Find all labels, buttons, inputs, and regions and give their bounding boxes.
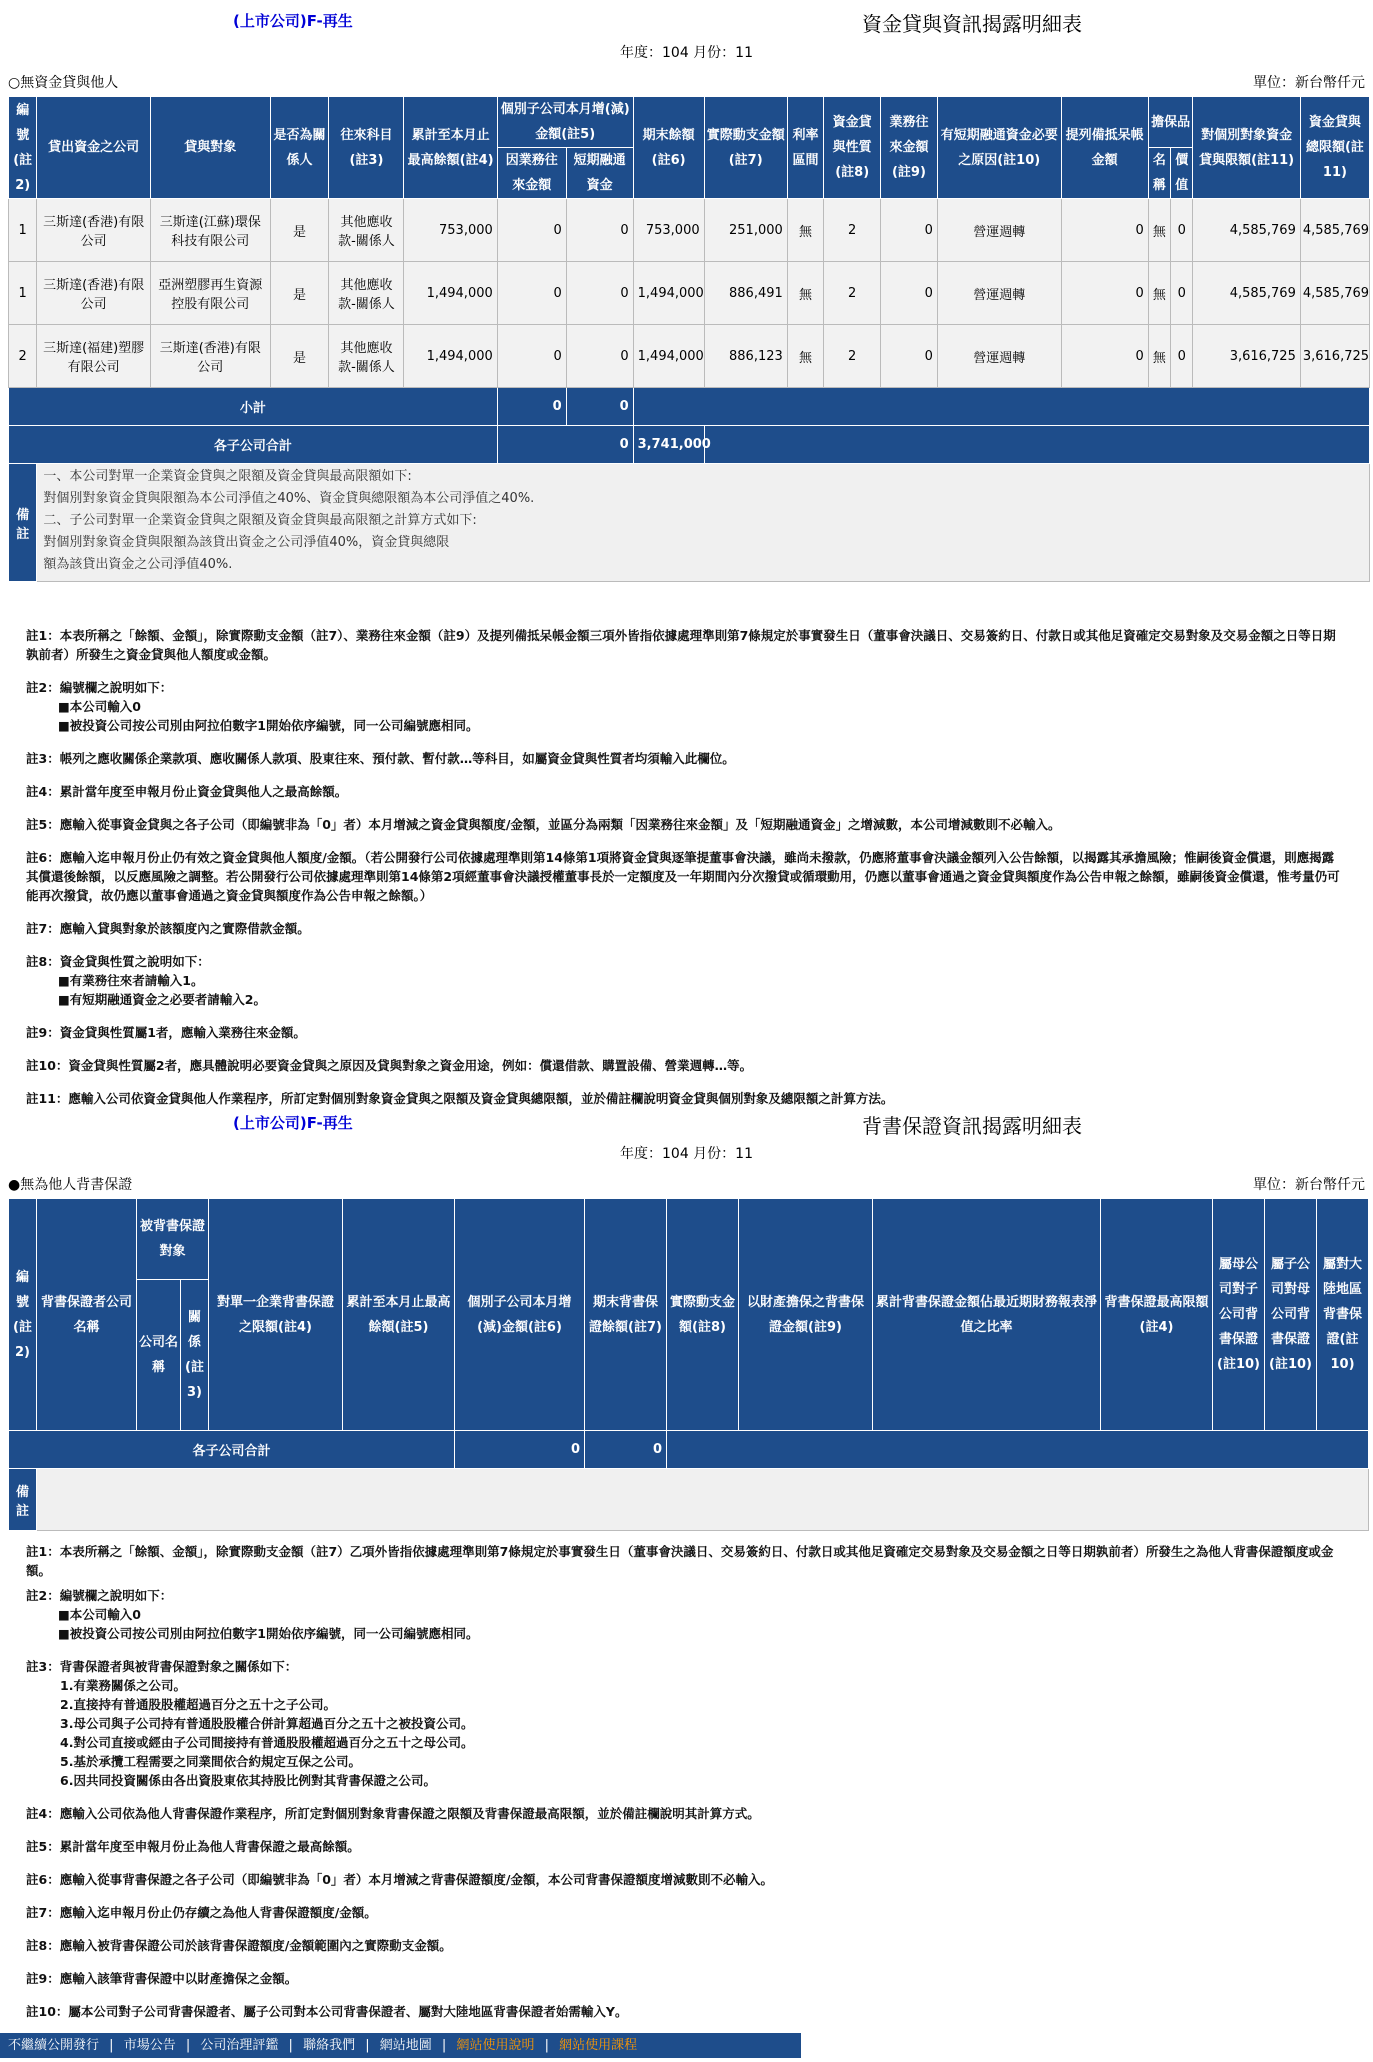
remark-row [9,464,1370,582]
footer-separator: | [109,2038,114,2053]
cell-rate: 無 [787,199,824,262]
gth-sub-change: 個別子公司本月增(減)金額(註6) [455,1199,585,1431]
note: 註10：資金貸與性質屬2者，應具體說明必要資金貸與之原因及貸與對象之資金用途，例如：償還借款、購置設備、營業週轉…等。 [26,1058,753,1073]
cell-end: 1,494,000 [633,325,704,388]
cell-actual: 251,000 [704,199,787,262]
note-item: ■被投資公司按公司別由阿拉伯數字1開始依序編號，同一公司編號應相同。 [58,718,479,733]
note-item: ■本公司輸入0 [58,699,142,714]
status-text-2: ●無為他人背書保證 [8,1177,133,1193]
note: 註8：資金貸與性質之說明如下： [26,954,210,969]
g-total-label: 各子公司合計 [9,1431,455,1469]
th-related: 是否為關係人 [270,97,329,199]
subtotal-biz: 0 [497,388,566,426]
remark-line: 額為該貸出資金之公司淨值40%. [43,557,233,572]
cell-limit-single: 4,585,769 [1193,262,1300,325]
th-limit-single: 對個別對象資金貸與限額(註11) [1193,97,1300,199]
note: 註9：資金貸與性質屬1者，應輸入業務往來金額。 [26,1025,306,1040]
gth-mainland: 屬對大陸地區背書保證(註10) [1317,1199,1369,1431]
cell-short: 0 [566,325,633,388]
gth-parent-sub: 屬母公司對子公司背書保證(註10) [1213,1199,1265,1431]
th-lender: 貸出資金之公司 [37,97,151,199]
g-remark-row [9,1469,1369,1531]
gth-sub-parent: 屬子公司對母公司背書保證(註10) [1265,1199,1317,1431]
note-item: ■有短期融通資金之必要者請輸入2。 [58,992,267,1007]
cell-short: 0 [566,199,633,262]
status-text: ○無資金貸與他人 [8,75,119,91]
th-short-term: 短期融通資金 [566,148,633,199]
footer-separator: | [185,2038,191,2053]
th-actual: 實際動支金額(註7) [704,97,787,199]
note-item: ■有業務往來者請輸入1。 [58,973,204,988]
note-item: 4.對公司直接或經由子公司間接持有普通股股權超過百分之五十之母公司。 [60,1735,474,1750]
guarantee-notes [26,1542,1346,2035]
cell-nature: 2 [824,325,881,388]
footer-separator: | [365,2038,370,2053]
cell-allowance: 0 [1061,262,1148,325]
cell-lender: 三斯達(香港)有限公司 [37,199,151,262]
th-reason: 有短期融通資金必要之原因(註10) [937,97,1061,199]
cell-collateral-value: 0 [1171,325,1193,388]
note: 註3：背書保證者與被背書保證對象之關係如下： [26,1659,298,1674]
cell-no: 2 [9,325,37,388]
table-row [9,325,1370,388]
cell-collateral-value: 0 [1171,199,1193,262]
note-item: ■本公司輸入0 [58,1607,142,1622]
cell-related: 是 [270,262,329,325]
cell-collateral-name: 無 [1148,199,1170,262]
note-item: 5.基於承攬工程需要之同業間依合約規定互保之公司。 [60,1754,361,1769]
note: 註5：應輸入從事資金貸與之各子公司（即編號非為「0」者）本月增減之資金貸與額度/金額，並區分為兩類「因業務往來金額」及「短期融通資金」之增減數，本公司增減數則不必輸入。 [26,817,1061,832]
footer-separator: | [544,2038,549,2053]
gth-no: 編號(註2) [9,1199,37,1431]
note: 註5：累計當年度至申報月份止為他人背書保證之最高餘額。 [26,1839,360,1854]
footer-link-contact[interactable]: 聯絡我們 [303,2038,356,2053]
footer-link-usage-guide[interactable]: 網站使用說明 [456,2038,535,2053]
note-item: 3.母公司與子公司持有普通股股權合併計算超過百分之五十之被投資公司。 [60,1716,474,1731]
remark-content [37,464,1370,582]
cell-borrower: 亞洲塑膠再生資源控股有限公司 [150,262,270,325]
cell-reason: 營運週轉 [937,262,1061,325]
th-borrower: 貸與對象 [150,97,270,199]
subtotal-row [9,388,1370,426]
th-limit-total: 資金貸與總限額(註11) [1300,97,1369,199]
cell-borrower: 三斯達(江蘇)環保科技有限公司 [150,199,270,262]
cell-lender: 三斯達(香港)有限公司 [37,262,151,325]
th-allowance: 提列備抵呆帳金額 [1061,97,1148,199]
cell-allowance: 0 [1061,199,1148,262]
gth-target: 被背書保證對象 [137,1199,209,1280]
note: 註10：屬本公司對子公司背書保證者、屬子公司對本公司背書保證者、屬對大陸地區背書保證者始需輸入Y。 [26,2004,628,2019]
th-no: 編號(註2) [9,97,37,199]
report-title-2: 背書保證資訊揭露明細表 [862,1114,1082,1138]
cell-account: 其他應收款-關係人 [329,262,404,325]
note: 註1：本表所稱之「餘額、金額」，除實際動支金額（註7）、業務往來金額（註9）及提列備抵呆帳金額三項外皆指依據處理準則第7條規定於事實發生日（董事會決議日、交易簽約日、付款日或其他足資確定交易對象及交易金額之日等日期孰前者）所發生之資金貸與他人額度或金額。 [26,628,1336,662]
gth-target-name: 公司名稱 [137,1280,181,1431]
th-rate: 利率區間 [787,97,824,199]
remark-line: 對個別對象資金貸與限額為該貸出資金之公司淨值40%，資金貸與總限 [43,535,450,550]
cell-related: 是 [270,325,329,388]
cell-account: 其他應收款-關係人 [329,325,404,388]
note: 註2：編號欄之說明如下： [26,1588,173,1603]
cell-biz-total: 0 [881,199,938,262]
g-remark-label: 備註 [9,1469,37,1531]
gth-guarantor: 背書保證者公司名稱 [37,1199,137,1431]
company-name[interactable]: (上市公司)F-再生 [233,12,353,30]
cell-related: 是 [270,199,329,262]
note: 註2：編號欄之說明如下： [26,680,173,695]
note: 註7：應輸入貸與對象於該額度內之實際借款金額。 [26,921,310,936]
cell-borrower: 三斯達(香港)有限公司 [150,325,270,388]
note: 註1：本表所稱之「餘額、金額」，除實際動支金額（註7）乙項外皆指依據處理準則第7條規定於事實發生日（董事會決議日、交易簽約日、付款日或其他足資確定交易對象及交易金額之日等日期孰前者）所發生之為他人背書保證額度或金額。 [26,1544,1334,1578]
cell-collateral-name: 無 [1148,325,1170,388]
footer-link-market-notice[interactable]: 市場公告 [123,2038,176,2053]
footer-link-sitemap[interactable]: 網站地圖 [379,2038,432,2053]
cell-limit-total: 3,616,725 [1300,325,1369,388]
note: 註4：應輸入公司依為他人背書保證作業程序，所訂定對個別對象背書保證之限額及背書保證最高限額，並於備註欄說明其計算方式。 [26,1806,760,1821]
cell-actual: 886,491 [704,262,787,325]
cell-biz-total: 0 [881,325,938,388]
cell-max: 1,494,000 [404,325,497,388]
th-collateral: 擔保品 [1148,97,1193,148]
note: 註7：應輸入迄申報月份止仍存續之為他人背書保證額度/金額。 [26,1905,377,1920]
footer-link-stop-public[interactable]: 不繼續公開發行 [8,2038,100,2053]
unit-text-2: 單位：新台幣仟元 [1253,1177,1365,1193]
note: 註9：應輸入該筆背書保證中以財產擔保之金額。 [26,1971,298,1986]
cell-end: 1,494,000 [633,262,704,325]
remark-line: 二、子公司對單一企業資金貸與之限額及資金貸與最高限額之計算方式如下: [43,513,477,528]
cell-biz: 0 [497,262,566,325]
cell-reason: 營運週轉 [937,199,1061,262]
note-item: ■被投資公司按公司別由阿拉伯數字1開始依序編號，同一公司編號應相同。 [58,1626,479,1641]
th-max-balance: 累計至本月止最高餘額(註4) [404,97,497,199]
cell-rate: 無 [787,262,824,325]
cell-reason: 營運週轉 [937,325,1061,388]
total-row [9,426,1370,464]
cell-account: 其他應收款-關係人 [329,199,404,262]
note-item: 6.因共同投資關係由各出資股東依其持股比例對其背書保證之公司。 [60,1773,436,1788]
gth-end-balance: 期末背書保證餘額(註7) [585,1199,667,1431]
th-end-balance: 期末餘額(註6) [633,97,704,199]
footer-link-usage-course[interactable]: 網站使用課程 [559,2038,638,2053]
cell-collateral-name: 無 [1148,262,1170,325]
table-row [9,262,1370,325]
th-nature: 資金貸與性質(註8) [824,97,881,199]
subtotal-short: 0 [566,388,633,426]
remark-line: 一、本公司對單一企業資金貸與之限額及資金貸與最高限額如下: [43,469,412,484]
g-remark-content [37,1469,1369,1531]
loan-table [8,96,1370,582]
cell-end: 753,000 [633,199,704,262]
cell-limit-total: 4,585,769 [1300,262,1369,325]
gth-limit-max: 背書保證最高限額(註4) [1101,1199,1213,1431]
gth-limit-single: 對單一企業背書保證之限額(註4) [209,1199,343,1431]
total-label: 各子公司合計 [9,426,498,464]
company-name-2[interactable]: (上市公司)F-再生 [233,1114,353,1132]
report-period: 年度：104 月份：11 [620,45,753,61]
note: 註3：帳列之應收關係企業款項、應收關係人款項、股東往來、預付款、暫付款…等科目，如屬資金貸與性質者均須輸入此欄位。 [26,751,735,766]
footer-separator: | [288,2038,293,2053]
remark-line: 對個別對象資金貸與限額為本公司淨值之40%、資金貸與總限額為本公司淨值之40%. [43,491,535,506]
cell-biz: 0 [497,325,566,388]
cell-max: 1,494,000 [404,262,497,325]
cell-no: 1 [9,199,37,262]
footer-bar [0,2033,801,2058]
cell-biz-total: 0 [881,262,938,325]
th-account: 往來科目(註3) [329,97,404,199]
gth-collateral: 以財產擔保之背書保證金額(註9) [739,1199,873,1431]
cell-max: 753,000 [404,199,497,262]
table-row [9,199,1370,262]
cell-biz: 0 [497,199,566,262]
g-total-row [9,1431,1369,1469]
report-title: 資金貸與資訊揭露明細表 [862,12,1082,36]
th-business-total: 業務往來金額(註9) [881,97,938,199]
th-collateral-name: 名稱 [1148,148,1170,199]
guarantee-table [8,1198,1369,1531]
footer-separator: | [441,2038,447,2053]
cell-no: 1 [9,262,37,325]
g-total-change: 0 [455,1431,585,1469]
th-sub-change: 個別子公司本月增(減)金額(註5) [497,97,633,148]
cell-limit-total: 4,585,769 [1300,199,1369,262]
subtotal-label: 小計 [9,388,498,426]
cell-nature: 2 [824,199,881,262]
total-short: 0 [497,426,633,464]
g-total-end: 0 [585,1431,667,1469]
total-end: 3,741,000 [633,426,704,464]
note: 註11：應輸入公司依資金貸與他人作業程序，所訂定對個別對象資金貸與之限額及資金貸與總限額，並於備註欄說明資金貸與個別對象及總限額之計算方法。 [26,1091,894,1106]
footer-link-governance[interactable]: 公司治理評鑑 [200,2038,279,2053]
gth-target-relation: 關係(註3) [181,1280,209,1431]
note: 註4：累計當年度至申報月份止資金貸與他人之最高餘額。 [26,784,348,799]
cell-limit-single: 4,585,769 [1193,199,1300,262]
cell-short: 0 [566,262,633,325]
cell-rate: 無 [787,325,824,388]
unit-text: 單位：新台幣仟元 [1253,75,1365,91]
cell-allowance: 0 [1061,325,1148,388]
gth-actual: 實際動支金額(註8) [667,1199,739,1431]
remark-label: 備註 [9,464,37,582]
cell-limit-single: 3,616,725 [1193,325,1300,388]
cell-collateral-value: 0 [1171,262,1193,325]
cell-nature: 2 [824,262,881,325]
cell-actual: 886,123 [704,325,787,388]
gth-max-balance: 累計至本月止最高餘額(註5) [343,1199,455,1431]
note-item: 2.直接持有普通股股權超過百分之五十之子公司。 [60,1697,336,1712]
cell-lender: 三斯達(福建)塑膠有限公司 [37,325,151,388]
report-period-2: 年度：104 月份：11 [620,1146,753,1162]
loan-notes [26,626,1346,1122]
note-item: 1.有業務關係之公司。 [60,1678,186,1693]
th-business-amount: 因業務往來金額 [497,148,566,199]
th-collateral-value: 價值 [1171,148,1193,199]
note: 註6：應輸入迄申報月份止仍有效之資金貸與他人額度/金額。（若公開發行公司依據處理準則第14條第1項將資金貸與逐筆提董事會決議，雖尚未撥款，仍應將董事會決議金額列入公告餘額，以揭露其承擔風險；惟嗣後資金償還，則應揭露其償還後餘額，以反應風險之調整。若公開發行公司依據處理準則第14條第2項經董事會決議授權董事長於一定額度及一年期間內分次撥貸或循環動用，仍應以董事會通過之資金貸與額度作為公告申報之餘額，雖嗣後資金償還，惟考量仍可能再次撥貸，故仍應以董事會通過之資金貸與額度作為公告申報之餘額。） [26,850,1340,903]
note: 註6：應輸入從事背書保證之各子公司（即編號非為「0」者）本月增減之背書保證額度/金額，本公司背書保證額度增減數則不必輸入。 [26,1872,773,1887]
note: 註8：應輸入被背書保證公司於該背書保證額度/金額範圍內之實際動支金額。 [26,1938,452,1953]
gth-ratio: 累計背書保證金額佔最近期財務報表淨值之比率 [873,1199,1101,1431]
